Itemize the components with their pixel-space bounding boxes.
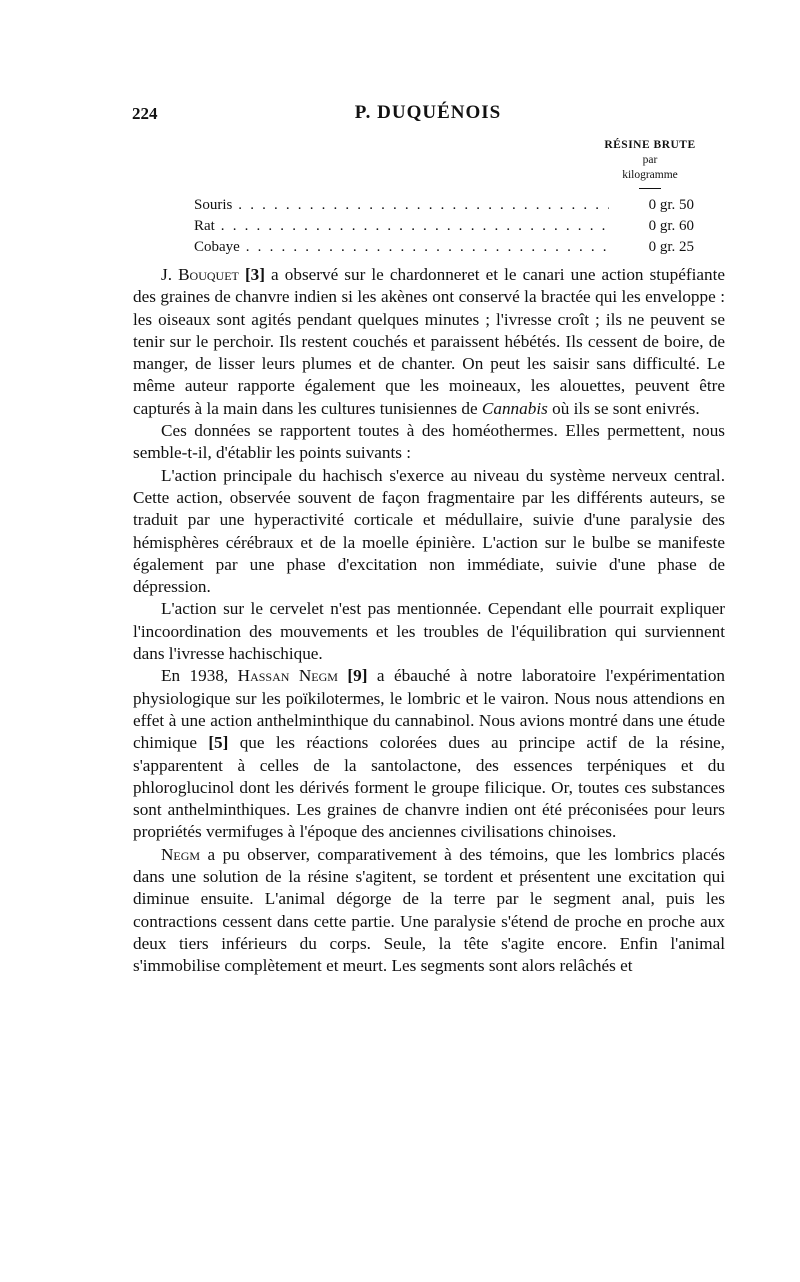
genus-name: Cannabis [481, 398, 548, 418]
table-row [194, 216, 694, 237]
page-header [132, 100, 724, 130]
author-name: Negm [161, 844, 201, 864]
running-title: P. DUQUÉNOIS [354, 102, 502, 123]
column-header-line2: par [642, 154, 658, 166]
citation-ref: [9] [347, 666, 368, 686]
column-header-line3: kilogramme [622, 169, 678, 181]
table-row [194, 237, 694, 258]
dose-value: 0 gr. 60 [648, 218, 694, 234]
dosage-table [194, 195, 694, 258]
species-label: Cobaye . . . [194, 237, 609, 258]
dose-value: 0 gr. 50 [648, 197, 694, 213]
citation-ref: [3] [244, 265, 265, 284]
paragraph-2: Ces données se rapportent toutes à des homéothermes. Elles permettent, nous semble-t-il, d'établir les points suivants : [133, 421, 725, 463]
paragraph-1: J. Bouquet [3] a observé sur le chardonneret et le canari une action stupéfiante des graines de chanvre indien si les akènes ont conservé la bractée qui les enveloppe : les oiseaux sont agités pendant quelques minutes ; l'ivresse croît ; ils ne peuvent se tenir sur le perchoir. Ils restent couchés et paraissent hébétés. Ils cessent de boire, de manger, de lisser leurs plumes et de chanter. On peut les saisir sans difficulté. Le même auteur rapporte également que les moineaux, les alouettes, peuvent être capturés à la main dans les cultures tunisiennes de Cannabis où ils se sont enivrés. [133, 265, 725, 418]
paragraph-4: L'action sur le cervelet n'est pas mentionnée. Cependant elle pourrait expliquer l'incoordination des mouvements et les troubles de l'équilibration qui surviennent dans l'ivresse hachischique. [133, 599, 725, 664]
column-header-line1: RÉSINE BRUTE [604, 139, 696, 151]
table-column-header [590, 138, 710, 189]
author-name: Hassan Negm [237, 666, 338, 686]
body-text [133, 264, 725, 978]
species-label: Rat . . . [194, 216, 609, 237]
citation-ref: [5] [208, 733, 229, 753]
paragraph-6: Negm a pu observer, comparativement à des témoins, que les lombrics placés dans une solution de la résine s'agitent, se tordent et présentent une excitation qui diminue ensuite. L'animal dégorge de la terre par le segment anal, puis les contractions cessent dans cette partie. Une paralysie s'étend de proche en proche aux deux tiers inférieurs du corps. Seule, la tête s'agite encore. Enfin l'animal s'immobilise complètement et meurt. Les segments sont alors relâchés et [133, 844, 725, 976]
paragraph-5: En 1938, Hassan Negm [9] a ébauché à notre laboratoire l'expérimentation physiologique sur les poïkilotermes, le lombric et le vairon. Nous nous attendions en effet à une action anthelminthique du cannabinol. Nous avions montré dans une étude chimique [5] que les réactions colorées dues au principe actif de la résine, s'apparentent à celles de la santolactone, des essences terpéniques et du phloroglucinol dont les dérivés forment le groupe filicique. Or, toutes ces substances sont anthelminthiques. Les graines de chanvre indien ont été préconisées pour leurs propriétés vermifuges à l'époque des anciennes civilisations chinoises. [133, 666, 726, 842]
paragraph-3: L'action principale du hachisch s'exerce au niveau du système nerveux central. Cette action, observée souvent de façon fragmentaire par les différents auteurs, se traduit par une hyperactivité corticale et médullaire, suivie d'une paralysie des hémisphères cérébraux et de la moelle épinière. L'action sur le bulbe se manifeste également par une phase d'excitation non immédiate, suivie d'une phase de dépression. [133, 465, 725, 597]
page-number: 224 [132, 104, 158, 123]
column-header-rule [639, 188, 661, 189]
dose-value: 0 gr. 25 [648, 239, 694, 255]
table-row [194, 195, 694, 216]
author-name: Bouquet [178, 265, 239, 284]
species-label: Souris . . . [194, 195, 609, 216]
